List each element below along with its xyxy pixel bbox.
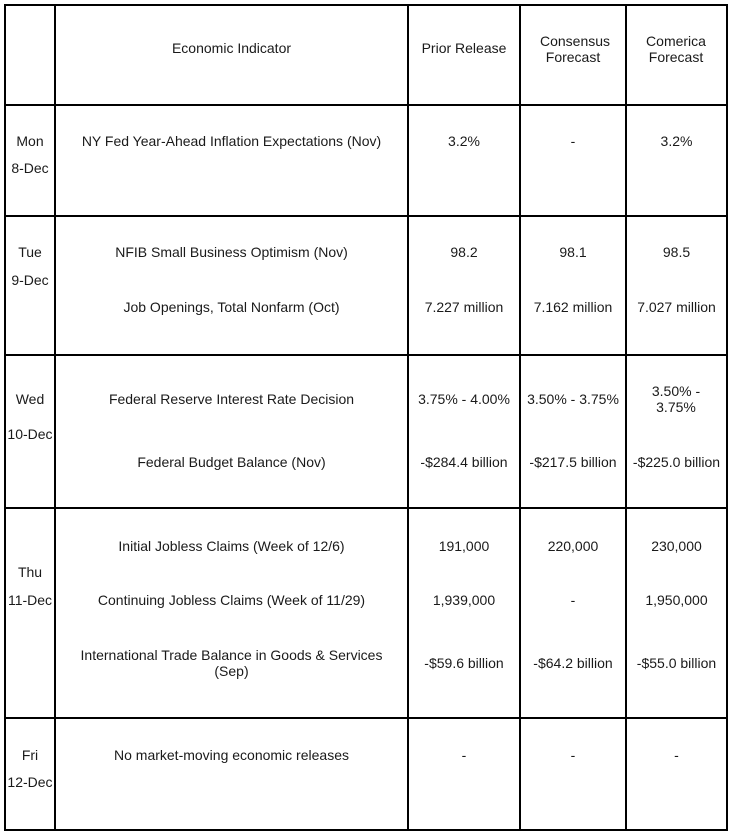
date-label: 10-Dec: [7, 426, 53, 442]
consensus-value: -: [570, 133, 576, 149]
header-prior-release: Prior Release: [421, 40, 507, 56]
consensus-value: 7.162 million: [533, 299, 613, 315]
header-consensus-forecast: Consensus Forecast: [540, 33, 611, 65]
date-label: 8-Dec: [11, 160, 49, 176]
consensus-value: -$64.2 billion: [533, 655, 613, 671]
consensus-value: 220,000: [547, 538, 599, 554]
indicator-name: International Trade Balance in Goods & Services (Sep): [80, 647, 383, 679]
consensus-value: -: [570, 747, 576, 763]
comerica-value: 7.027 million: [637, 299, 716, 315]
day-label: Fri: [21, 747, 39, 763]
comerica-value: 230,000: [651, 538, 702, 554]
comerica-value: -$225.0 billion: [632, 454, 721, 470]
date-label: 9-Dec: [11, 272, 49, 288]
prior-value: 3.75% - 4.00%: [418, 391, 510, 407]
day-label: Mon: [16, 133, 44, 149]
indicator-name: NY Fed Year-Ahead Inflation Expectations (Nov): [81, 133, 382, 149]
indicator-name: Initial Jobless Claims (Week of 12/6): [118, 538, 345, 554]
header-comerica-forecast: Comerica Forecast: [646, 33, 706, 65]
column-divider: [407, 5, 409, 831]
consensus-value: -$217.5 billion: [529, 454, 617, 470]
row-divider: [4, 717, 728, 719]
date-label: 12-Dec: [7, 774, 53, 790]
comerica-value: 98.5: [662, 244, 691, 260]
column-divider: [54, 5, 56, 831]
table-border-top: [4, 4, 728, 6]
day-label: Tue: [18, 244, 42, 260]
header-economic-indicator: Economic Indicator: [171, 40, 292, 56]
table-border-bottom: [4, 829, 728, 831]
comerica-value: -$55.0 billion: [636, 655, 717, 671]
consensus-value: 3.50% - 3.75%: [527, 391, 619, 407]
comerica-value: -: [674, 747, 679, 763]
comerica-value: 1,950,000: [645, 592, 708, 608]
table-border-left: [4, 5, 6, 831]
indicator-name: Job Openings, Total Nonfarm (Oct): [123, 299, 340, 315]
column-divider: [625, 5, 627, 831]
row-divider: [4, 104, 728, 106]
prior-value: -$284.4 billion: [420, 454, 508, 470]
table-border-right: [726, 5, 728, 831]
row-divider: [4, 215, 728, 217]
prior-value: -$59.6 billion: [424, 655, 504, 671]
indicator-name: Federal Reserve Interest Rate Decision: [108, 391, 355, 407]
prior-value: 98.2: [450, 244, 478, 260]
column-divider: [519, 5, 521, 831]
indicator-name: No market-moving economic releases: [114, 747, 349, 763]
indicator-name: Federal Budget Balance (Nov): [137, 454, 326, 470]
prior-value: 1,939,000: [432, 592, 496, 608]
day-label: Thu: [17, 564, 43, 580]
prior-value: -: [461, 747, 467, 763]
row-divider: [4, 507, 728, 509]
prior-value: 3.2%: [448, 133, 480, 149]
prior-value: 7.227 million: [424, 299, 504, 315]
day-label: Wed: [15, 391, 45, 407]
comerica-value: 3.2%: [660, 133, 693, 149]
indicator-name: NFIB Small Business Optimism (Nov): [115, 244, 348, 260]
comerica-value: 3.50% - 3.75%: [651, 383, 701, 415]
consensus-value: -: [570, 592, 576, 608]
date-label: 11-Dec: [7, 592, 53, 608]
row-divider: [4, 354, 728, 356]
indicator-name: Continuing Jobless Claims (Week of 11/29): [97, 592, 366, 608]
consensus-value: 98.1: [559, 244, 587, 260]
prior-value: 191,000: [438, 538, 490, 554]
